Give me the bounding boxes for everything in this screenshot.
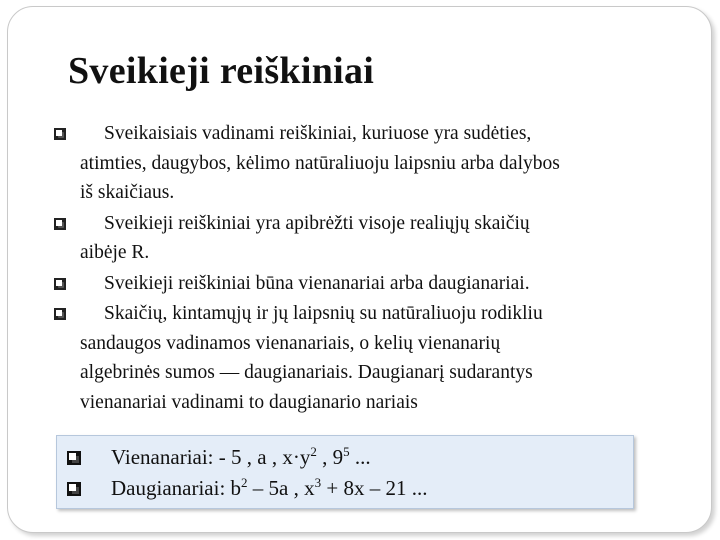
bullet-line: Sveikaisiais vadinami reiškiniai, kuriuose yra sudėties, xyxy=(104,123,532,144)
bullet-line: Skaičių, kintamųjų ir jų laipsnių su natūraliuoju rodikliu xyxy=(104,303,543,324)
bullet-item xyxy=(54,269,694,299)
bullet-item xyxy=(54,119,694,208)
monomials-part: ... xyxy=(354,445,371,469)
square-bullet-icon xyxy=(54,128,66,140)
bullet-line: aibėje R. xyxy=(80,242,150,263)
exponent: 2 xyxy=(241,475,248,490)
polynomials-part: + 8x – 21 ... xyxy=(326,476,428,500)
bullet-line: atimties, daugybos, kėlimo natūraliuoju laipsniu arba dalybos xyxy=(80,152,560,174)
polynomials-label: Daugianariai: xyxy=(111,476,226,500)
square-bullet-icon xyxy=(54,278,66,290)
exponent: 2 xyxy=(310,444,317,459)
bullet-line: algebrinės sumos — daugianariais. Daugianarį sudarantys xyxy=(80,362,533,383)
monomials-label: Vienanariai: xyxy=(111,445,214,469)
monomials-part: , 9 xyxy=(322,445,344,469)
bullet-list xyxy=(54,117,694,418)
exponent: 5 xyxy=(343,444,350,459)
bullet-item xyxy=(54,209,694,268)
square-bullet-icon xyxy=(67,451,81,465)
polynomials-row xyxy=(67,476,427,501)
slide-title: Sveikieji reiškiniai xyxy=(68,50,375,92)
square-bullet-icon xyxy=(67,482,81,496)
bullet-line: iš skaičiaus. xyxy=(80,182,175,203)
polynomials-part: b xyxy=(230,476,242,500)
square-bullet-icon xyxy=(54,308,66,320)
polynomials-examples xyxy=(231,476,428,501)
polynomials-part: – 5a , x xyxy=(252,476,315,500)
monomials-examples xyxy=(219,445,371,470)
square-bullet-icon xyxy=(54,218,66,230)
bullet-line: Sveikieji reiškiniai būna vienanariai arba daugianariai. xyxy=(104,272,530,294)
exponent: 3 xyxy=(314,475,322,490)
bullet-line: sandaugos vadinamos vienanariais, o kelių vienanarių xyxy=(80,332,501,354)
monomials-part: - 5 , a , x·y xyxy=(218,445,311,469)
examples-box xyxy=(56,435,634,509)
bullet-item xyxy=(54,299,694,417)
monomials-row xyxy=(67,445,371,470)
slide xyxy=(7,6,712,533)
bullet-line: Sveikieji reiškiniai yra apibrėžti visoje realiųjų skaičių xyxy=(104,212,530,234)
bullet-line: vienanariai vadinami to daugianario nariais xyxy=(80,391,418,413)
